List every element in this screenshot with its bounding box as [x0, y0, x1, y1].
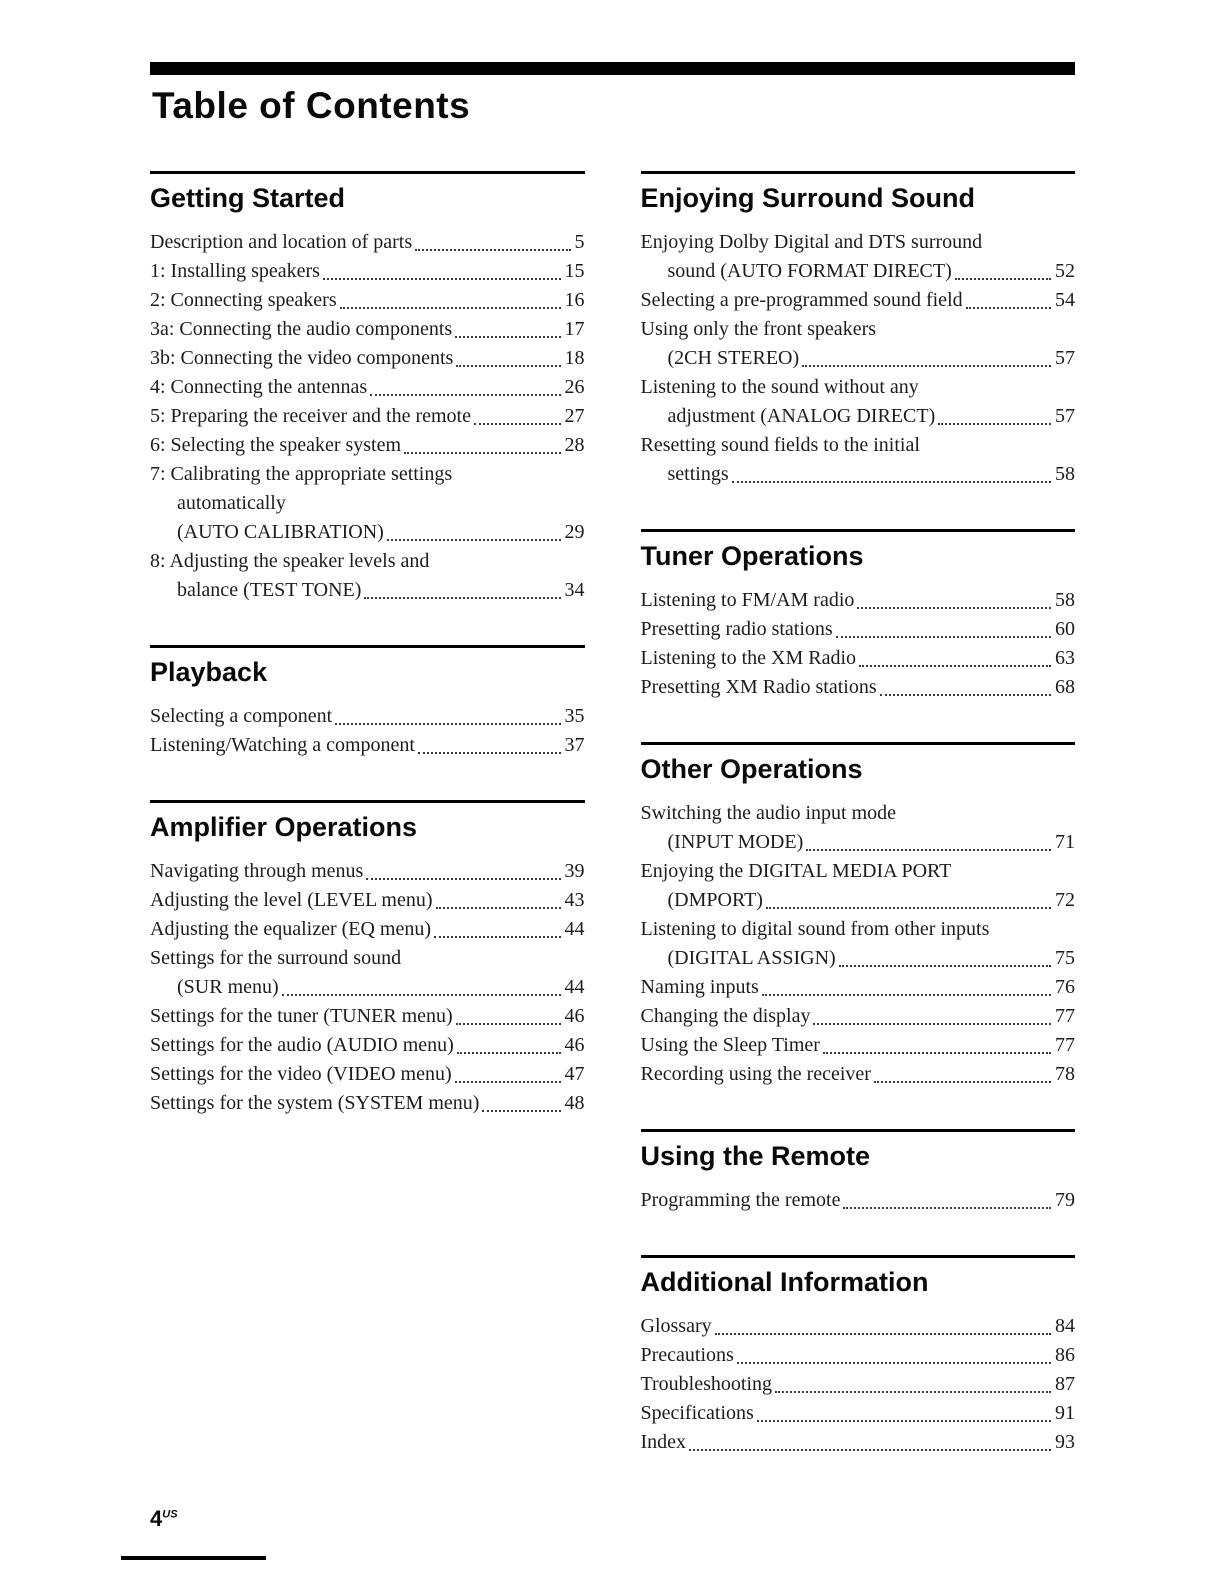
dot-leader [387, 539, 561, 541]
entry-text: Changing the display [640, 1005, 811, 1027]
entry-text: (DMPORT) [667, 889, 763, 911]
entry-page-number: 76 [1055, 976, 1075, 998]
entry-text: Naming inputs [640, 976, 759, 998]
entry-text: sound (AUTO FORMAT DIRECT) [667, 260, 952, 282]
dot-leader [737, 1362, 1051, 1364]
toc-entry [641, 1060, 1076, 1089]
toc-entry [641, 1370, 1076, 1399]
dot-leader [282, 994, 561, 996]
toc-entry [641, 315, 1076, 373]
dot-leader [689, 1449, 1051, 1451]
entry-page-number: 44 [564, 918, 585, 940]
section-title: Tuner Operations [640, 541, 864, 571]
dot-leader [843, 1207, 1051, 1209]
entry-text: automatically [177, 492, 286, 514]
entry-page-number: 46 [564, 1034, 585, 1056]
entry-text: settings [667, 463, 729, 485]
toc-entry [641, 615, 1076, 644]
bottom-edge-mark [121, 1556, 266, 1560]
entry-text: Recording using the receiver [640, 1063, 871, 1085]
entry-page-number: 79 [1055, 1189, 1075, 1211]
toc-entry [150, 431, 585, 460]
entry-text: Switching the audio input mode [640, 802, 897, 824]
entry-page-number: 71 [1055, 831, 1075, 853]
toc-entry [641, 1428, 1076, 1457]
dot-leader [457, 1052, 561, 1054]
entry-text: (SUR menu) [177, 976, 279, 998]
toc-entry [641, 673, 1076, 702]
toc-entry [150, 944, 585, 1002]
dot-leader [455, 336, 560, 338]
toc-entry [150, 460, 585, 547]
entry-page-number: 35 [564, 705, 585, 727]
entry-page-number: 48 [564, 1092, 585, 1114]
entry-page-number: 57 [1055, 405, 1075, 427]
toc-section [641, 529, 1076, 702]
dot-leader [880, 694, 1051, 696]
entry-text: (DIGITAL ASSIGN) [667, 947, 836, 969]
entry-page-number: 72 [1055, 889, 1075, 911]
dot-leader [340, 307, 561, 309]
entry-page-number: 44 [564, 976, 585, 998]
entry-text: Listening to the XM Radio [640, 647, 857, 669]
toc-entry [150, 1002, 585, 1031]
dot-leader [775, 1391, 1051, 1393]
dot-leader [364, 597, 560, 599]
entry-text: 8: Adjusting the speaker levels and [150, 550, 430, 572]
toc-section [641, 742, 1076, 1089]
dot-leader [766, 907, 1051, 909]
entry-text: Using only the front speakers [640, 318, 877, 340]
title-bar-rule [150, 62, 1075, 75]
entry-page-number: 5 [574, 231, 585, 253]
toc-entry [150, 344, 585, 373]
toc-entry [150, 402, 585, 431]
dot-leader [859, 665, 1051, 667]
dot-leader [455, 1081, 561, 1083]
entry-page-number: 29 [564, 521, 585, 543]
page-number-value: 4 [150, 1506, 163, 1531]
dot-leader [456, 1023, 561, 1025]
toc-section [641, 1255, 1076, 1457]
entry-text: Settings for the system (SYSTEM menu) [150, 1092, 480, 1114]
dot-leader [762, 994, 1051, 996]
dot-leader [966, 307, 1051, 309]
entry-page-number: 34 [564, 579, 585, 601]
section-title: Getting Started [150, 183, 346, 213]
entry-page-number: 43 [564, 889, 585, 911]
entry-page-number: 54 [1055, 289, 1075, 311]
entry-text: Listening/Watching a component [150, 734, 415, 756]
dot-leader [482, 1110, 560, 1112]
entry-text: Enjoying Dolby Digital and DTS surround [640, 231, 983, 253]
entry-page-number: 15 [564, 260, 585, 282]
toc-entry [641, 1399, 1076, 1428]
dot-leader [823, 1052, 1051, 1054]
toc-entry [150, 731, 585, 760]
dot-leader [456, 365, 560, 367]
section-title: Amplifier Operations [150, 812, 418, 842]
entry-page-number: 86 [1055, 1344, 1075, 1366]
toc-entry [641, 586, 1076, 615]
entry-page-number: 26 [564, 376, 585, 398]
entry-text: Presetting XM Radio stations [640, 676, 877, 698]
entry-page-number: 37 [564, 734, 585, 756]
entry-page-number: 77 [1055, 1005, 1075, 1027]
entry-text: Adjusting the equalizer (EQ menu) [150, 918, 432, 940]
toc-entry [150, 286, 585, 315]
toc-entry [641, 1312, 1076, 1341]
dot-leader [335, 723, 560, 725]
entry-text: adjustment (ANALOG DIRECT) [667, 405, 936, 427]
toc-entry [641, 973, 1076, 1002]
page-number-region-suffix: US [162, 1508, 178, 1521]
entry-text: 6: Selecting the speaker system [150, 434, 402, 456]
entry-text: Settings for the surround sound [150, 947, 402, 969]
toc-entry [150, 315, 585, 344]
dot-leader [813, 1023, 1051, 1025]
entry-text: Specifications [640, 1402, 754, 1424]
dot-leader [806, 849, 1051, 851]
entry-page-number: 68 [1055, 676, 1075, 698]
entry-text: Listening to digital sound from other inputs [640, 918, 990, 940]
dot-leader [323, 278, 561, 280]
toc-entry [641, 373, 1076, 431]
section-title: Additional Information [640, 1267, 929, 1297]
dot-leader [474, 423, 561, 425]
page-title: Table of Contents [152, 85, 471, 126]
toc-column-left [150, 171, 585, 1457]
dot-leader [366, 878, 560, 880]
entry-text: Settings for the video (VIDEO menu) [150, 1063, 452, 1085]
toc-entry [641, 644, 1076, 673]
entry-text: Enjoying the DIGITAL MEDIA PORT [640, 860, 952, 882]
section-title: Enjoying Surround Sound [640, 183, 975, 213]
entry-page-number: 87 [1055, 1373, 1075, 1395]
entry-page-number: 52 [1055, 260, 1075, 282]
entry-page-number: 58 [1055, 463, 1075, 485]
toc-entry [641, 1341, 1076, 1370]
dot-leader [839, 965, 1051, 967]
entry-text: 7: Calibrating the appropriate settings [150, 463, 453, 485]
dot-leader [836, 636, 1051, 638]
entry-page-number: 60 [1055, 618, 1075, 640]
entry-text: Settings for the tuner (TUNER menu) [150, 1005, 453, 1027]
dot-leader [757, 1420, 1051, 1422]
entry-text: 4: Connecting the antennas [150, 376, 368, 398]
entry-page-number: 16 [564, 289, 585, 311]
dot-leader [415, 249, 570, 251]
entry-page-number: 17 [564, 318, 585, 340]
entry-page-number: 75 [1055, 947, 1075, 969]
dot-leader [715, 1333, 1051, 1335]
entry-page-number: 46 [564, 1005, 585, 1027]
toc-entry [150, 1031, 585, 1060]
dot-leader [938, 423, 1051, 425]
toc-entry [641, 915, 1076, 973]
toc-entry [641, 799, 1076, 857]
entry-text: Settings for the audio (AUDIO menu) [150, 1034, 454, 1056]
entry-text: (2CH STEREO) [667, 347, 800, 369]
toc-entry [150, 702, 585, 731]
toc-section [150, 645, 585, 760]
dot-leader [436, 907, 561, 909]
entry-text: 2: Connecting speakers [150, 289, 337, 311]
entry-text: 5: Preparing the receiver and the remote [150, 405, 471, 427]
entry-text: Presetting radio stations [640, 618, 833, 640]
toc-entry [641, 286, 1076, 315]
toc-section [150, 171, 585, 605]
toc-entry [641, 1031, 1076, 1060]
entry-page-number: 27 [564, 405, 585, 427]
entry-page-number: 28 [564, 434, 585, 456]
page-number [150, 1506, 178, 1532]
dot-leader [370, 394, 560, 396]
toc-entry [641, 1186, 1076, 1215]
section-title: Other Operations [640, 754, 863, 784]
toc-entry [641, 857, 1076, 915]
section-title: Playback [150, 657, 268, 687]
dot-leader [857, 607, 1051, 609]
entry-text: 3a: Connecting the audio components [150, 318, 453, 340]
entry-text: Precautions [640, 1344, 734, 1366]
toc-section [641, 1129, 1076, 1215]
entry-text: Selecting a pre-programmed sound field [640, 289, 963, 311]
toc-section [641, 171, 1076, 489]
entry-text: 1: Installing speakers [150, 260, 320, 282]
entry-page-number: 39 [564, 860, 585, 882]
dot-leader [874, 1081, 1051, 1083]
toc-entry [150, 547, 585, 605]
entry-text: Resetting sound fields to the initial [640, 434, 920, 456]
toc-entry [150, 1089, 585, 1118]
entry-text: (INPUT MODE) [667, 831, 804, 853]
entry-text: Programming the remote [640, 1189, 841, 1211]
entry-page-number: 57 [1055, 347, 1075, 369]
toc-entry [641, 1002, 1076, 1031]
entry-text: Adjusting the level (LEVEL menu) [150, 889, 433, 911]
toc-entry [150, 373, 585, 402]
entry-text: Selecting a component [150, 705, 333, 727]
entry-page-number: 91 [1055, 1402, 1075, 1424]
entry-page-number: 63 [1055, 647, 1075, 669]
entry-text: Glossary [640, 1315, 712, 1337]
entry-text: 3b: Connecting the video components [150, 347, 454, 369]
toc-column-right [641, 171, 1076, 1457]
dot-leader [418, 752, 561, 754]
entry-page-number: 58 [1055, 589, 1075, 611]
toc-entry [641, 228, 1076, 286]
toc-entry [150, 886, 585, 915]
toc-section [150, 800, 585, 1118]
toc-entry [641, 431, 1076, 489]
dot-leader [955, 278, 1051, 280]
section-title: Using the Remote [640, 1141, 871, 1171]
toc-entry [150, 857, 585, 886]
entry-page-number: 18 [564, 347, 585, 369]
entry-page-number: 77 [1055, 1034, 1075, 1056]
dot-leader [732, 481, 1051, 483]
entry-text: Using the Sleep Timer [640, 1034, 820, 1056]
toc-entry [150, 915, 585, 944]
dot-leader [802, 365, 1051, 367]
entry-text: Listening to the sound without any [640, 376, 919, 398]
entry-page-number: 84 [1055, 1315, 1075, 1337]
entry-text: (AUTO CALIBRATION) [177, 521, 384, 543]
toc-entry [150, 1060, 585, 1089]
entry-text: Description and location of parts [150, 231, 413, 253]
entry-page-number: 78 [1055, 1063, 1075, 1085]
toc-entry [150, 257, 585, 286]
dot-leader [434, 936, 560, 938]
entry-text: Navigating through menus [150, 860, 364, 882]
entry-text: Index [640, 1431, 687, 1453]
entry-text: Listening to FM/AM radio [640, 589, 855, 611]
entry-page-number: 93 [1055, 1431, 1075, 1453]
entry-text: balance (TEST TONE) [177, 579, 362, 601]
toc-columns [150, 171, 1075, 1457]
dot-leader [404, 452, 560, 454]
entry-page-number: 47 [564, 1063, 585, 1085]
toc-entry [150, 228, 585, 257]
entry-text: Troubleshooting [640, 1373, 773, 1395]
